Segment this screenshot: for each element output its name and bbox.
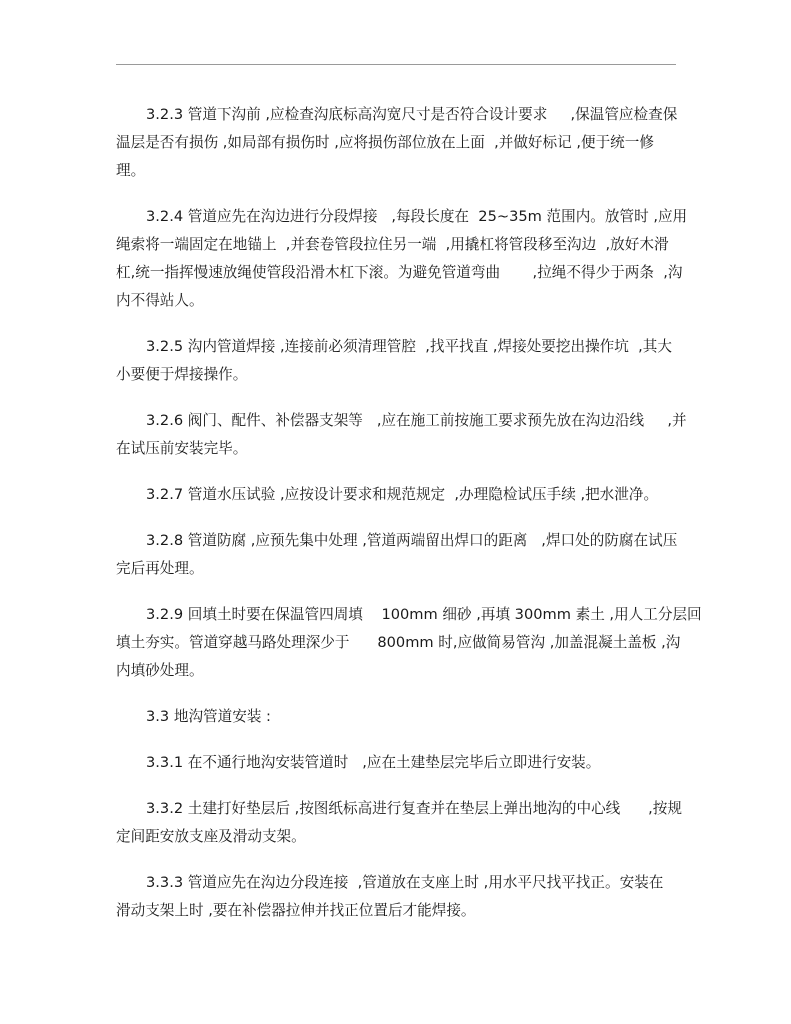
paragraph-3-2-6 [116,407,687,463]
text-line: 3.3.3 管道应先在沟边分段连接 ,管道放在支座上时 ,用水平尺找平找正。安装在 [146,874,664,891]
header-rule [116,64,676,65]
text-line: 3.2.8 管道防腐 ,应预先集中处理 ,管道两端留出焊口的距离 ,焊口处的防腐在试压 [146,532,678,549]
text-line: 滑动支架上时 ,要在补偿器拉伸并找正位置后才能焊接。 [116,902,476,919]
text-line: 内填砂处理。 [116,662,204,679]
text-line: 温层是否有损伤 ,如局部有损伤时 ,应将损伤部位放在上面 ,并做好标记 ,便于统一修 [116,134,654,151]
text-line: 理。 [116,162,146,179]
text-line: 3.2.7 管道水压试验 ,应按设计要求和规范规定 ,办理隐检试压手续 ,把水泄净。 [146,486,659,503]
text-line: 定间距安放支座及滑动支架。 [116,828,306,845]
text-line: 填土夯实。管道穿越马路处理深少于 800mm 时,应做简易管沟 ,加盖混凝土盖板 ,沟 [116,634,681,651]
text-line: 3.2.9 回填土时要在保温管四周填 100mm 细砂 ,再填 300mm 素土 ,用人工分层回 [146,606,702,623]
text-line: 3.3 地沟管道安装 : [146,708,271,725]
text-line: 完后再处理。 [116,560,204,577]
text-line: 3.2.5 沟内管道焊接 ,连接前必须清理管腔 ,找平找直 ,焊接处要挖出操作坑 ,其大 [146,338,672,355]
text-line: 3.2.4 管道应先在沟边进行分段焊接 ,每段长度在 25~35m 范围内。放管时 ,应用 [146,208,688,225]
text-line: 绳索将一端固定在地锚上 ,并套卷管段拉住另一端 ,用撬杠将管段移至沟边 ,放好木滑 [116,236,669,253]
paragraph-3-2-9 [116,601,702,685]
paragraph-3-2-7 [116,481,676,509]
paragraph-3-2-3 [116,101,676,185]
paragraph-3-2-5 [116,333,676,389]
document-body [116,101,702,943]
text-line: 在试压前安装完毕。 [116,440,248,457]
paragraph-3-3-2 [116,795,682,851]
paragraph-3-3-3 [116,869,676,925]
text-line: 内不得站人。 [116,292,204,309]
paragraph-3-2-8 [116,527,676,583]
text-line: 小要便于焊接操作。 [116,366,248,383]
text-line: 3.2.3 管道下沟前 ,应检查沟底标高沟宽尺寸是否符合设计要求 ,保温管应检查保 [146,106,678,123]
section-heading-3-3 [116,703,676,731]
text-line: 杠,统一指挥慢速放绳使管段沿滑木杠下滚。为避免管道弯曲 ,拉绳不得少于两条 ,沟 [116,264,683,281]
text-line: 3.3.1 在不通行地沟安装管道时 ,应在土建垫层完毕后立即进行安装。 [146,754,601,771]
text-line: 3.2.6 阀门、配件、补偿器支架等 ,应在施工前按施工要求预先放在沟边沿线 ,并 [146,412,687,429]
paragraph-3-3-1 [116,749,676,777]
text-line: 3.3.2 土建打好垫层后 ,按图纸标高进行复查并在垫层上弹出地沟的中心线 ,按规 [146,800,682,817]
paragraph-3-2-4 [116,203,688,315]
